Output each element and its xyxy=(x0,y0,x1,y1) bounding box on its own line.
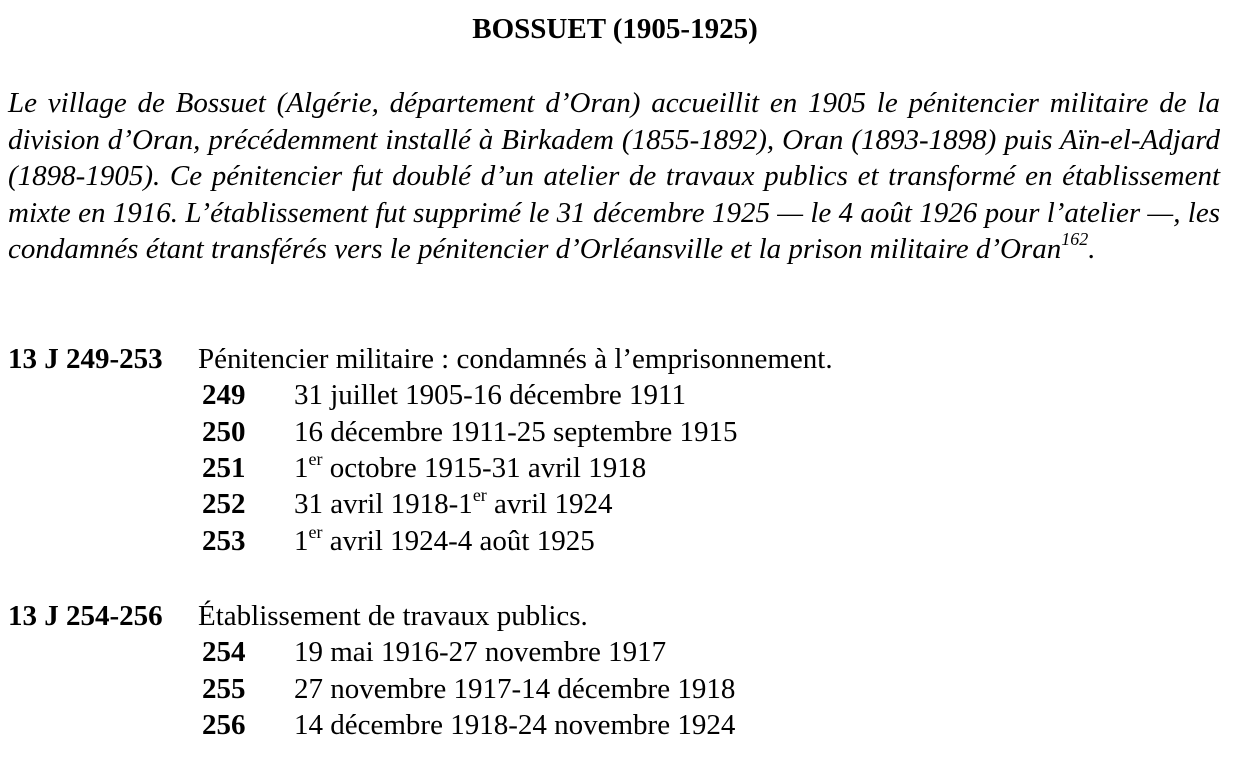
item-number: 249 xyxy=(202,379,246,411)
list-item xyxy=(0,450,1100,486)
section-cote: 13 J 249-253 xyxy=(8,343,163,375)
item-dates: 1er avril 1924-4 août 1925 xyxy=(294,522,595,557)
section-cote: 13 J 254-256 xyxy=(8,600,163,632)
intro-end: . xyxy=(1088,233,1096,265)
list-item xyxy=(0,414,1100,450)
item-dates: 19 mai 1916-27 novembre 1917 xyxy=(294,636,667,668)
item-number: 254 xyxy=(202,636,246,668)
item-dates: 16 décembre 1911-25 septembre 1915 xyxy=(294,416,738,448)
intro-text: Le village de Bossuet (Algérie, département d’Oran) accueillit en 1905 le pénitencier militaire de la division d’Oran, précédemment installé à Birkadem (1855-1892), Oran (1893-1898) puis Aïn-el-Adjard (1898-1905). Ce pénitencier fut doublé d’un atelier de travaux publics et transformé en établissement mixte en 1916. L’établissement fut supprimé le 31 décembre 1925 — le 4 août 1926 pour l’atelier —, les condamnés étant transférés vers le pénitencier d’Orléansville et la prison militaire d’Oran xyxy=(8,87,1220,265)
list-item xyxy=(0,707,1100,743)
item-number: 251 xyxy=(202,452,246,484)
item-dates: 14 décembre 1918-24 novembre 1924 xyxy=(294,709,736,741)
section-title: Établissement de travaux publics. xyxy=(198,600,588,632)
item-dates: 31 juillet 1905-16 décembre 1911 xyxy=(294,379,686,411)
item-dates: 27 novembre 1917-14 décembre 1918 xyxy=(294,673,736,705)
list-item xyxy=(0,377,1100,413)
list-item xyxy=(0,671,1100,707)
list-item xyxy=(0,523,1100,559)
item-number: 256 xyxy=(202,709,246,741)
item-number: 252 xyxy=(202,488,246,520)
list-item xyxy=(0,486,1100,522)
intro-paragraph xyxy=(8,85,1220,268)
list-item xyxy=(0,634,1100,670)
document-title: BOSSUET (1905-1925) xyxy=(472,13,758,45)
item-number: 250 xyxy=(202,416,246,448)
item-number: 255 xyxy=(202,673,246,705)
item-dates: 31 avril 1918-1er avril 1924 xyxy=(294,485,613,520)
item-dates: 1er octobre 1915-31 avril 1918 xyxy=(294,449,647,484)
footnote-reference: 162 xyxy=(1061,229,1089,249)
section-title: Pénitencier militaire : condamnés à l’emprisonnement. xyxy=(198,343,833,375)
item-number: 253 xyxy=(202,525,246,557)
